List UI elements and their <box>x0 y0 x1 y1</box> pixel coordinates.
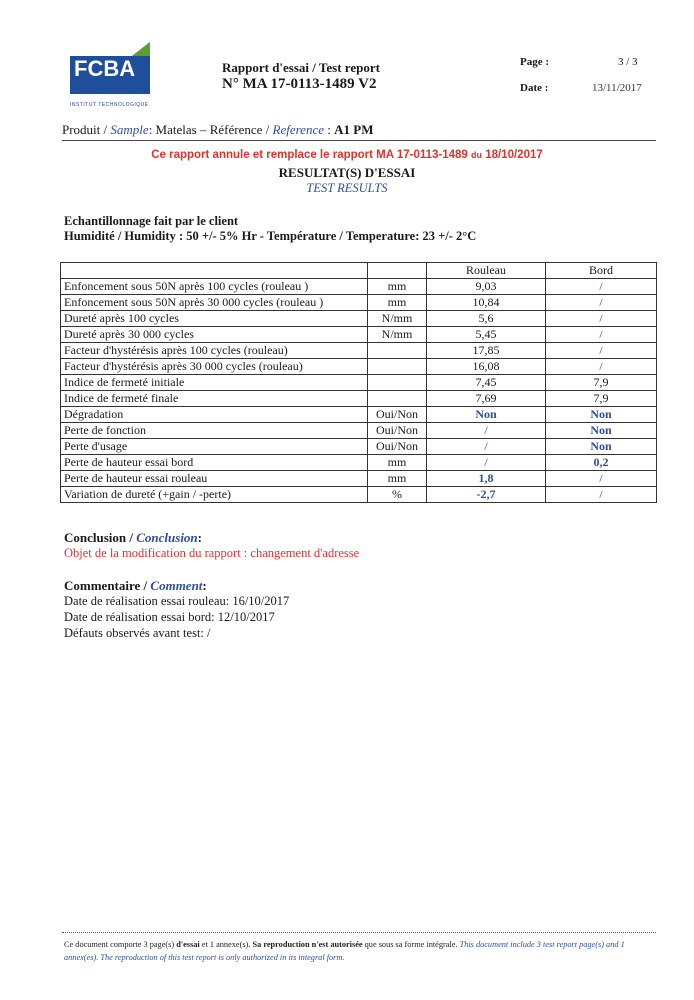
row-unit: mm <box>368 455 427 471</box>
row-unit <box>368 391 427 407</box>
date-value: 13/11/2017 <box>592 82 642 94</box>
row-rouleau: 7,45 <box>427 375 546 391</box>
table-row <box>61 343 657 359</box>
conclusion-colon: : <box>197 530 203 545</box>
comment-colon: : <box>202 578 207 593</box>
annulment-date: 18/10/2017 <box>482 149 543 161</box>
table-row <box>61 407 657 423</box>
row-unit: N/mm <box>368 311 427 327</box>
row-rouleau: Non <box>427 407 546 423</box>
conclusion-heading <box>64 530 202 546</box>
row-unit: Oui/Non <box>368 423 427 439</box>
row-label: Perte d'usage <box>61 439 368 455</box>
conclusion-text: Objet de la modification du rapport : changement d'adresse <box>64 546 360 560</box>
table-row <box>61 279 657 295</box>
row-label: Dégradation <box>61 407 368 423</box>
results-title-en: TEST RESULTS <box>306 181 388 195</box>
reference-value: A1 PM <box>334 122 374 137</box>
date-label: Date : <box>520 82 549 94</box>
row-label: Perte de hauteur essai bord <box>61 455 368 471</box>
row-unit <box>368 343 427 359</box>
row-unit: mm <box>368 279 427 295</box>
row-bord: / <box>546 471 657 487</box>
table-row <box>61 471 657 487</box>
table-row <box>61 423 657 439</box>
conclusion-label-fr: Conclusion / <box>64 530 137 545</box>
sampling-note: Echantillonnage fait par le client <box>64 214 239 228</box>
table-row <box>61 455 657 471</box>
table-header-row <box>61 263 657 279</box>
row-unit <box>368 375 427 391</box>
footer-fr-2: d'essai <box>176 940 200 949</box>
row-rouleau: 16,08 <box>427 359 546 375</box>
sample-label: Sample <box>110 122 149 137</box>
row-label: Facteur d'hystérésis après 30 000 cycles (rouleau) <box>61 359 368 375</box>
row-bord: Non <box>546 439 657 455</box>
footer-fr-5: que sous sa forme intégrale. <box>362 940 460 949</box>
footer-notice <box>64 938 656 964</box>
table-row <box>61 295 657 311</box>
conditions-note: Humidité / Humidity : 50 +/- 5% Hr - Température / Temperature: 23 +/- 2°C <box>64 229 477 243</box>
footer-fr-1: Ce document comporte 3 page(s) <box>64 940 177 949</box>
row-unit: N/mm <box>368 327 427 343</box>
table-row <box>61 375 657 391</box>
comment-label-fr: Commentaire / <box>64 578 151 593</box>
row-label: Perte de hauteur essai rouleau <box>61 471 368 487</box>
header-cell-bord: Bord <box>546 263 657 279</box>
row-rouleau: / <box>427 455 546 471</box>
row-bord: 0,2 <box>546 455 657 471</box>
row-rouleau: 5,45 <box>427 327 546 343</box>
row-label: Variation de dureté (+gain / -perte) <box>61 487 368 503</box>
table-row <box>61 327 657 343</box>
row-rouleau: 1,8 <box>427 471 546 487</box>
conclusion-label-en: Conclusion <box>136 530 198 545</box>
row-rouleau: 7,69 <box>427 391 546 407</box>
annulment-du: du <box>471 150 482 160</box>
header-cell-unit <box>368 263 427 279</box>
row-bord: 7,9 <box>546 391 657 407</box>
header-cell-label <box>61 263 368 279</box>
row-rouleau: 5,6 <box>427 311 546 327</box>
row-label: Enfoncement sous 50N après 100 cycles (rouleau ) <box>61 279 368 295</box>
report-number: N° MA 17-0113-1489 V2 <box>222 76 377 92</box>
row-label: Facteur d'hystérésis après 100 cycles (rouleau) <box>61 343 368 359</box>
row-bord: / <box>546 359 657 375</box>
row-label: Indice de fermeté finale <box>61 391 368 407</box>
row-rouleau: / <box>427 439 546 455</box>
results-table <box>60 262 657 503</box>
row-unit: % <box>368 487 427 503</box>
footer-en: This document include 3 test report page(s) and 1 annex(es). The reproduction of this test report is only authorized in its integral form. <box>64 940 625 962</box>
page-value: 3 / 3 <box>618 56 638 68</box>
header-cell-rouleau: Rouleau <box>427 263 546 279</box>
fcba-logo <box>70 42 150 112</box>
comment-heading <box>64 578 207 594</box>
row-unit: mm <box>368 471 427 487</box>
row-unit: Oui/Non <box>368 439 427 455</box>
row-unit <box>368 359 427 375</box>
annulment-notice <box>0 149 694 161</box>
row-rouleau: / <box>427 423 546 439</box>
footer-fr-3: et 1 annexe(s). <box>199 940 253 949</box>
row-rouleau: -2,7 <box>427 487 546 503</box>
row-bord: / <box>546 487 657 503</box>
comment-line-defects: Défauts observés avant test: / <box>64 626 211 640</box>
row-unit: mm <box>368 295 427 311</box>
comment-line-roller-date: Date de réalisation essai rouleau: 16/10/2017 <box>64 594 290 608</box>
product-line <box>62 122 373 138</box>
product-value: : Matelas – Référence / <box>148 122 273 137</box>
row-unit: Oui/Non <box>368 407 427 423</box>
table-row <box>61 311 657 327</box>
row-bord: / <box>546 279 657 295</box>
row-bord: Non <box>546 423 657 439</box>
comment-label-en: Comment <box>150 578 203 593</box>
row-bord: / <box>546 311 657 327</box>
row-rouleau: 17,85 <box>427 343 546 359</box>
annulment-text: Ce rapport annule et remplace le rapport MA 17-0113-1489 <box>151 149 471 161</box>
results-title-fr: RESULTAT(S) D'ESSAI <box>278 165 416 180</box>
row-bord: / <box>546 295 657 311</box>
footer-divider <box>62 932 656 933</box>
logo-text: FCBA <box>74 56 136 81</box>
comment-line-edge-date: Date de réalisation essai bord: 12/10/2017 <box>64 610 275 624</box>
logo-subtitle: INSTITUT TECHNOLOGIQUE <box>70 102 149 108</box>
row-rouleau: 10,84 <box>427 295 546 311</box>
row-label: Dureté après 100 cycles <box>61 311 368 327</box>
report-title: Rapport d'essai / Test report <box>222 60 380 75</box>
row-label: Dureté après 30 000 cycles <box>61 327 368 343</box>
reference-separator: : <box>323 122 335 137</box>
row-bord: / <box>546 343 657 359</box>
page-label: Page : <box>520 56 550 68</box>
table-row <box>61 359 657 375</box>
row-bord: 7,9 <box>546 375 657 391</box>
product-label: Produit / <box>62 122 111 137</box>
row-label: Indice de fermeté initiale <box>61 375 368 391</box>
table-row <box>61 391 657 407</box>
row-bord: Non <box>546 407 657 423</box>
header-divider <box>62 140 656 141</box>
table-row <box>61 487 657 503</box>
row-bord: / <box>546 327 657 343</box>
footer-fr-4: Sa reproduction n'est autorisée <box>252 940 363 949</box>
row-label: Perte de fonction <box>61 423 368 439</box>
row-rouleau: 9,03 <box>427 279 546 295</box>
table-row <box>61 439 657 455</box>
row-label: Enfoncement sous 50N après 30 000 cycles (rouleau ) <box>61 295 368 311</box>
reference-label: Reference <box>272 122 324 137</box>
